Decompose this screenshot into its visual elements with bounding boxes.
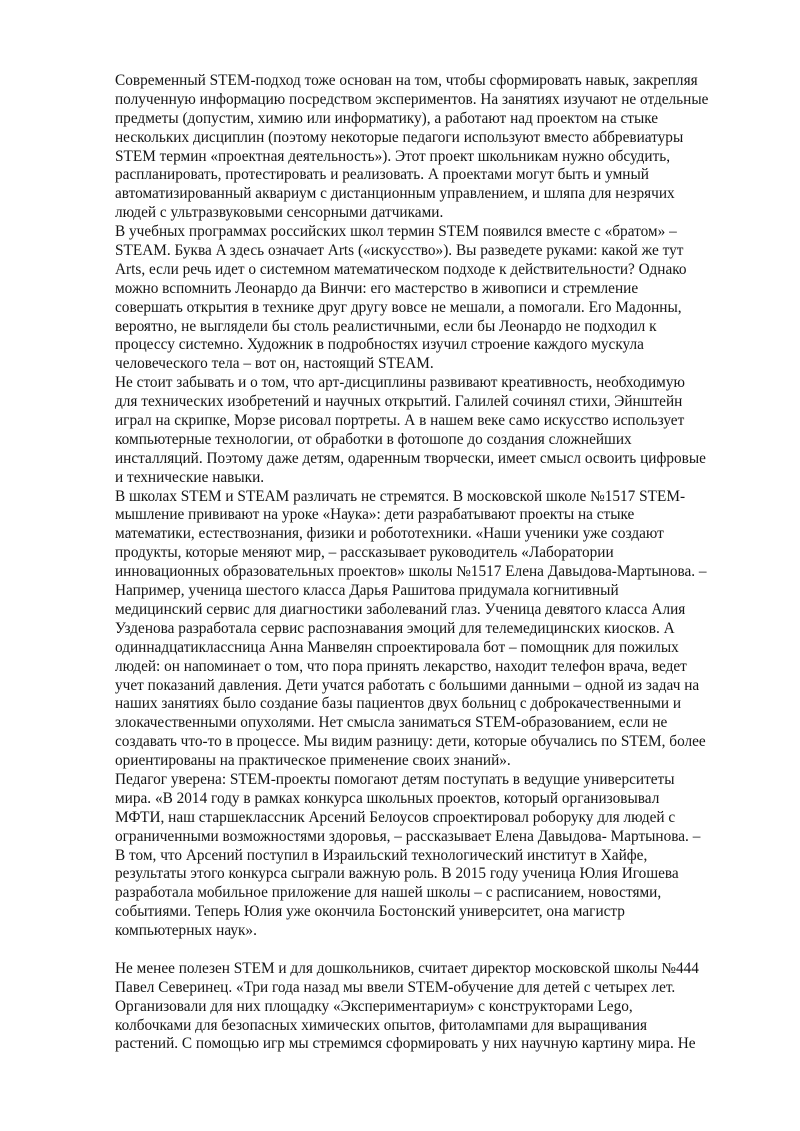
paragraph (115, 374, 747, 487)
text-line: для технических изобретений и научных открытий. Галилей сочинял стихи, Эйнштейн (115, 393, 683, 411)
text-line: Arts, если речь идет о системном математическом подходе к действительности? Однако (115, 260, 687, 278)
text-line: растений. С помощью игр мы стремимся сформировать у них научную картину мира. Не (115, 1035, 696, 1053)
text-line: создавать что-то в процессе. Мы видим разницу: дети, которые обучались по STEM, более (115, 733, 706, 751)
text-line: нескольких дисциплин (поэтому некоторые педагоги используют вместо аббревиатуры (115, 128, 684, 146)
paragraph (115, 72, 747, 223)
text-line: совершать открытия в технике друг другу вовсе не мешали, а помогали. Его Мадонны, (115, 298, 682, 316)
text-line: компьютерные технологии, от обработки в фотошопе до создания сложнейших (115, 430, 632, 448)
text-line: мира. «В 2014 году в рамках конкурса школьных проектов, который организовывал (115, 789, 660, 807)
text-line: Например, ученица шестого класса Дарья Рашитова придумала когнитивный (115, 582, 619, 600)
text-line: Не стоит забывать и о том, что арт-дисциплины развивают креативность, необходимую (115, 374, 685, 392)
text-line: МФТИ, наш старшеклассник Арсений Белоусов спроектировал роборуку для людей с (115, 808, 676, 826)
text-line: полученную информацию посредством экспериментов. На занятиях изучают не отдельные (115, 90, 709, 108)
text-line: одиннадцатиклассница Анна Манвелян спроектировала бот – помощник для пожилых (115, 638, 679, 656)
paragraph (115, 488, 747, 771)
text-line: математики, естествознания, физики и робототехники. «Наши ученики уже создают (115, 525, 664, 543)
text-line: результаты этого конкурса сыграли важную роль. В 2015 году ученица Юлия Игошева (115, 865, 679, 883)
text-line: вероятно, не выглядели бы столь реалистичными, если бы Леонардо не подходил к (115, 317, 657, 335)
text-line: компьютерных наук». (115, 922, 257, 940)
text-line: Педагог уверена: STEM-проекты помогают детям поступать в ведущие университеты (115, 770, 675, 788)
text-line: разработала мобильное приложение для нашей школы – с расписанием, новостями, (115, 884, 662, 902)
text-line: В школах STEM и STEAM различать не стремятся. В московской школе №1517 STEM- (115, 487, 686, 505)
text-line: ориентированы на практическое применение своих знаний». (115, 752, 511, 770)
text-line: мышление прививают на уроке «Наука»: дети разрабатывают проекты на стыке (115, 506, 635, 524)
text-line: процессу системно. Художник в подробностях изучил строение каждого мускула (115, 336, 644, 354)
text-line: инновационных образовательных проектов» школы №1517 Елена Давыдова-Мартынова. – (115, 563, 707, 581)
paragraph-gap (115, 941, 747, 960)
text-line: инсталляций. Поэтому даже детям, одаренным творчески, имеет смысл освоить цифровые (115, 449, 706, 467)
text-line: Узденова разработала сервис распознавания эмоций для телемедицинских киосков. А (115, 619, 675, 637)
document-body (115, 72, 747, 1054)
text-line: и технические навыки. (115, 468, 265, 486)
text-line: В том, что Арсений поступил в Израильский технологический институт в Хайфе, (115, 846, 648, 864)
text-line: человеческого тела – вот он, настоящий STEAM. (115, 355, 434, 373)
text-line: наших занятиях было создание базы пациентов двух больниц с доброкачественными и (115, 695, 682, 713)
text-line: можно вспомнить Леонардо да Винчи: его мастерство в живописи и стремление (115, 279, 639, 297)
text-line: людей: он напоминает о том, что пора принять лекарство, находит телефон врача, ведет (115, 657, 687, 675)
text-line: играл на скрипке, Морзе рисовал портреты. А в нашем веке само искусство использует (115, 412, 685, 430)
text-line: ограниченными возможностями здоровья, – рассказывает Елена Давыдова- Мартынова. – (115, 827, 701, 845)
text-line: Павел Северинец. «Три года назад мы ввели STEM-обучение для детей с четырех лет. (115, 978, 676, 996)
text-line: Не менее полезен STEM и для дошкольников, считает директор московской школы №444 (115, 959, 699, 977)
text-line: колбочками для безопасных химических опытов, фитолампами для выращивания (115, 1016, 648, 1034)
text-line: Современный STEM-подход тоже основан на том, чтобы сформировать навык, закрепляя (115, 72, 698, 89)
text-line: людей с ультразвуковыми сенсорными датчиками. (115, 204, 444, 222)
text-line: продукты, которые меняют мир, – рассказывает руководитель «Лаборатории (115, 544, 614, 562)
text-line: В учебных программах российских школ термин STEM появился вместе с «братом» – (115, 223, 677, 241)
paragraph (115, 771, 747, 941)
paragraph (115, 960, 747, 1054)
paragraph (115, 223, 747, 374)
text-line: событиями. Теперь Юлия уже окончила Бостонский университет, она магистр (115, 903, 625, 921)
text-line: распланировать, протестировать и реализовать. А проектами могут быть и умный (115, 166, 649, 184)
text-line: злокачественными опухолями. Нет смысла заниматься STEM-образованием, если не (115, 714, 668, 732)
text-line: предметы (допустим, химию или информатику), а работают над проектом на стыке (115, 109, 659, 127)
text-line: медицинский сервис для диагностики заболеваний глаз. Ученица девятого класса Алия (115, 600, 686, 618)
text-line: Организовали для них площадку «Экспериментариум» с конструкторами Lego, (115, 997, 633, 1015)
text-line: автоматизированный аквариум с дистанционным управлением, и шляпа для незрячих (115, 185, 675, 203)
text-line: STEM термин «проектная деятельность»). Этот проект школьникам нужно обсудить, (115, 147, 671, 165)
text-line: STEAM. Буква A здесь означает Arts («искусство»). Вы разведете руками: какой же тут (115, 242, 684, 260)
text-line: учет показаний давления. Дети учатся работать с большими данными – одной из задач на (115, 676, 700, 694)
